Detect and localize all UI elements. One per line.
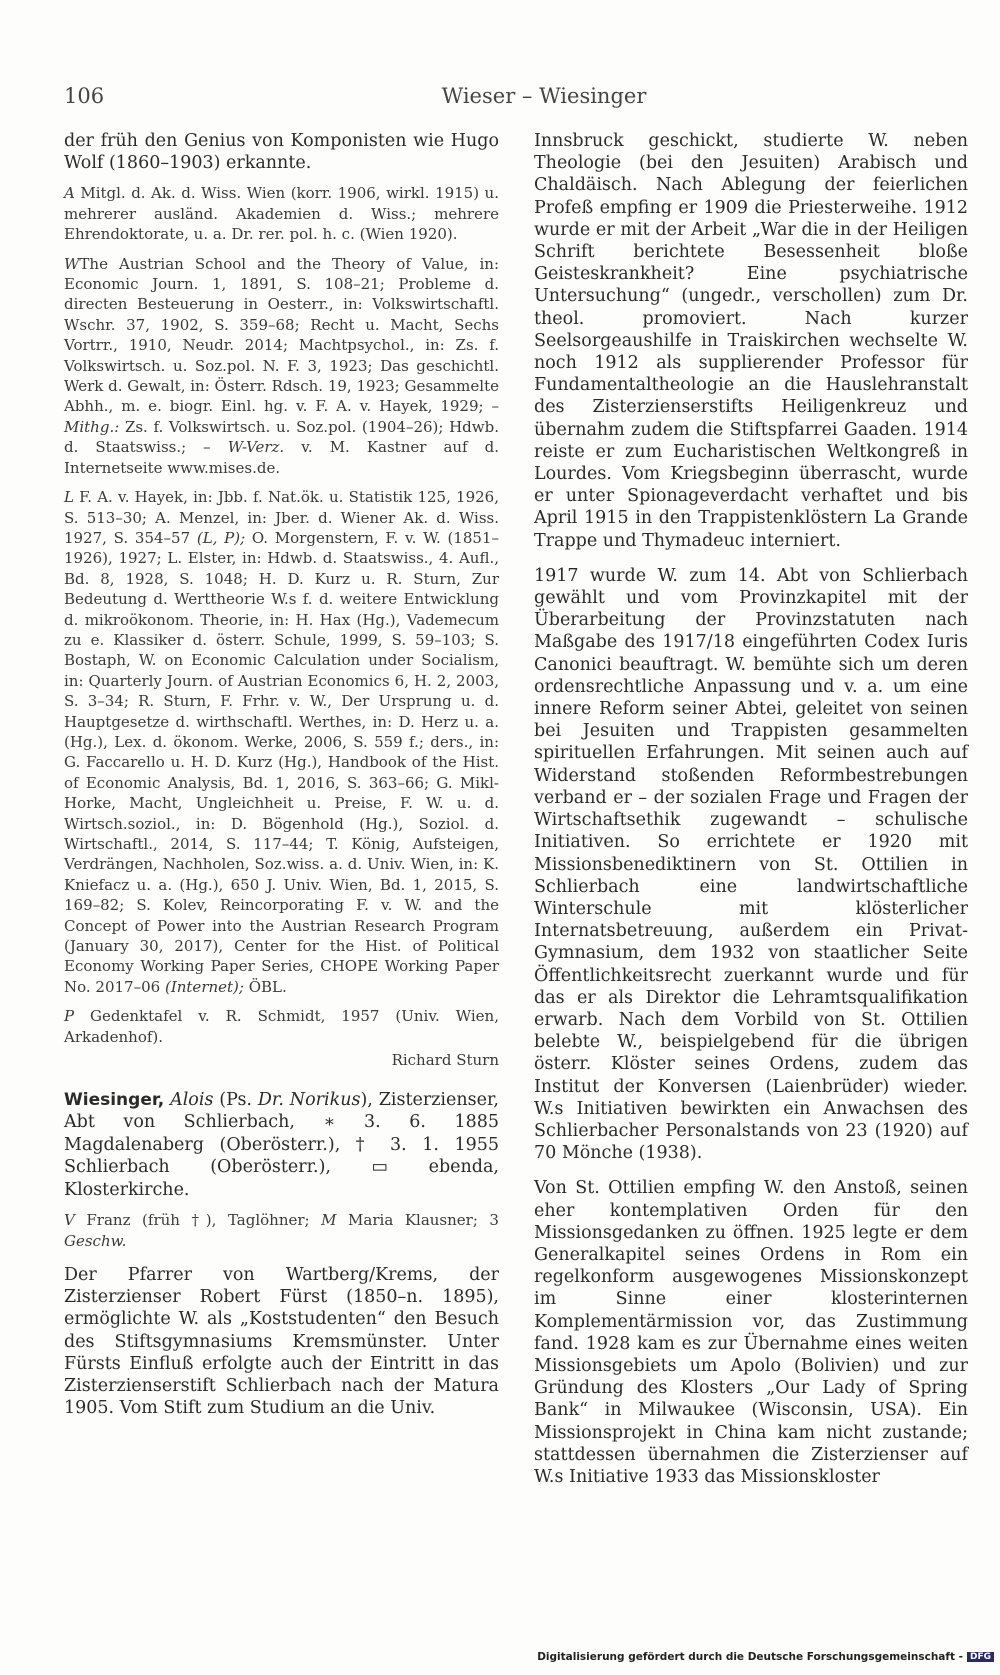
works-italic-1: Mithg.: <box>64 417 120 436</box>
portrait-text: Gedenktafel v. R. Schmidt, 1957 (Univ. Wien, Arkadenhof). <box>64 1007 499 1046</box>
biography-paragraph-4: Von St. Ottilien empfing W. den Anstoß, seinen eher kontemplativen Orden für den Missionsgedanken zu öffnen. 1925 legte er dem Generalkapitel seines Ordens in Rom ein regelkonform ausgewogenes Missionskonzept im Sinne einer klosterinternen Komplementärmission vor, das Zustimmung fand. 1928 kam es zur Übernahme eines weiten Missionsgebiets um Apolo (Bolivien) und zur Gründung des Klosters „Our Lady of Spring Bank“ in Milwaukee (Wisconsin, USA). Ein Missionsprojekt in China kam nicht zustande; stattdessen übernahmen die Zisterzienser auf W.s Initiative 1933 das Missionskloster <box>534 1178 968 1487</box>
page-number: 106 <box>64 84 105 108</box>
works-label: W <box>64 254 80 273</box>
portrait-section <box>64 1006 499 1047</box>
family-section <box>64 1210 499 1251</box>
awards-section <box>64 183 499 244</box>
works-text-2: Zs. f. Volkswirtsch. u. Soz.pol. (1904–26); Hdwb. d. Staatswiss.; – <box>64 417 499 457</box>
literature-label: L <box>64 488 74 507</box>
digitization-footer <box>520 1651 1000 1665</box>
works-section <box>64 254 499 478</box>
entry-pseudonym-prefix: (Ps. <box>213 1090 252 1111</box>
footer-text: Digitalisierung gefördert durch die Deutsche Forschungsgemeinschaft - <box>537 1651 963 1663</box>
works-italic-2: W-Verz. <box>210 438 285 457</box>
literature-text: F. A. v. Hayek, in: Jbb. f. Nat.ök. u. Statistik 125, 1926, S. 513–30; A. Menzel, in: Jber. d. Wiener Ak. d. Wiss. 1927, S. 354–57 <box>64 488 499 547</box>
literature-italic-1: (L, P); <box>190 528 246 547</box>
works-text: The Austrian School and the Theory of Value, in: Economic Journ. 1, 1891, S. 108–21; Probleme d. directen Besteuerung in Oesterr., in: Volkswirtschaftl. Wschr. 37, 1902, S. 359–68; Recht u. Macht, Sechs Vortrr., 1910, Neudr. 2014; Machtpsychol., in: Zs. f. Volkswirtsch. u. Soz.pol. N. F. 3, 1923; Das geschichtl. Werk d. Gewalt, in: Österr. Rdsch. 19, 1923; Gesammelte Abhh., m. e. biogr. Einl. hg. v. F. A. v. Hayek, 1929; – <box>64 254 499 416</box>
entry-details: ), Zisterzienser, Abt von Schlierbach, ∗ 3. 6. 1885 Magdalenaberg (Oberösterr.), † 3. 1. 1955 Schlierbach (Oberösterr.), ▭ ebenda, Klosterkirche. <box>64 1090 499 1200</box>
works-text-3: v. M. Kastner auf d. Internetseite www.mises.de. <box>64 438 499 477</box>
right-column <box>534 130 968 1488</box>
author-signature: Richard Sturn <box>391 1051 499 1070</box>
literature-italic-2: (Internet); <box>160 977 244 996</box>
entry-first-name: Alois <box>164 1090 214 1111</box>
literature-text-2: O. Morgenstern, F. v. W. (1851–1926), 1927; L. Elster, in: Hdwb. d. Staatswiss., 4. Aufl., Bd. 8, 1928, S. 1048; H. D. Kurz u. R. Sturn, Zur Bedeutung d. Werttheorie W.s f. d. weitere Entwicklung d. mikroökonom. Theorie, in: H. Hax (Hg.), Vademecum zu e. Klassiker d. österr. Schule, 1999, S. 59–103; S. Bostaph, W. on Economic Calculation under Socialism, in: Quarterly Journ. of Austrian Economics 6, H. 2, 2003, S. 3–34; R. Sturn, F. Frhr. v. W., Der Ursprung u. d. Hauptgesetze d. wirthschaftl. Werthes, in: D. Herz u. a. (Hg.), Lex. d. ökonom. Werke, 2006, S. 559 f.; ders., in: G. Faccarello u. H. D. Kurz (Hg.), Handbook of the Hist. of Economic Analysis, Bd. 1, 2016, S. 363–66; G. Mikl-Horke, Macht, Ungleichheit u. Preise, F. W. u. d. Wirtsch.soziol., in: D. Bögenhold (Hg.), Soziol. d. Wirtschaftl., 2014, S. 117–44; T. König, Aufsteigen, Verdrängen, Nachholen, Soz.wiss. a. d. Univ. Wien, in: K. Kniefacz u. a. (Hg.), 650 J. Univ. Wien, Bd. 1, 2015, S. 169–82; S. Kolev, Reincorporating F. v. W. and the Concept of Power into the Austrian Research Program (January 30, 2017), Center for the Hist. of Political Economy Working Paper Series, CHOPE Working Paper No. 2017–06 <box>64 528 499 996</box>
dfg-logo-icon: DFG <box>967 1652 994 1662</box>
awards-label: A <box>64 184 75 203</box>
father-label: V <box>64 1211 75 1230</box>
literature-section <box>64 487 499 997</box>
mother-label: M <box>309 1211 337 1230</box>
running-title: Wieser – Wiesinger <box>441 84 647 108</box>
biography-paragraph-2: Innsbruck geschickt, studierte W. neben Theologie (bei den Jesuiten) Arabisch und Chaldäisch. Nach Ablegung der feierlichen Profeß empfing er 1909 die Priesterweihe. 1912 wurde er mit der Arbeit „War die in der Heiligen Schrift berichtete Besessenheit bloße Geisteskrankheit? Eine psychiatrische Untersuchung“ (ungedr., verschollen) zum Dr. theol. promoviert. Nach kurzer Seelsorgeaushilfe in Traiskirchen wechselte W. noch 1912 als supplierender Professor für Fundamentaltheologie an die Hauslehranstalt des Zisterzienserstifts Heiligenkreuz und übernahm zudem die Stiftspfarrei Gaaden. 1914 reiste er zum Eucharistischen Weltkongreß in Lourdes. Vom Kriegsbeginn überrascht, wurde er unter Spionageverdacht verhaftet und bis April 1915 in den Trappistenklöstern La Grande Trappe und Thymadeuc interniert. <box>534 131 968 551</box>
intro-paragraph: der früh den Genius von Komponisten wie Hugo Wolf (1860–1903) erkannte. <box>64 131 499 174</box>
mother-text: Maria Klausner; 3 <box>336 1211 499 1230</box>
left-column <box>64 130 499 1419</box>
literature-text-3: ÖBL. <box>243 977 287 996</box>
page-header <box>64 84 944 112</box>
biography-paragraph-3: 1917 wurde W. zum 14. Abt von Schlierbach gewählt und vom Provinzkapitel mit der Überarbeitung der Provinzstatuten nach Maßgabe des 1917/18 eingeführten Codex Iuris Canonici beauftragt. W. bemühte sich um deren ordensrechtliche Anpassung und v. a. um eine innere Reform seiner Abtei, geleitet von seinen bei Jesuiten und Trappisten gesammelten spirituellen Erfahrungen. Mit seinen auch auf Widerstand stoßenden Reformbestrebungen verband er – der sozialen Frage und Fragen der Wirtschaftsethik zugewandt – schulische Initiativen. So errichtete er 1920 mit Missionsbenediktinern von St. Ottilien in Schlierbach eine landwirtschaftliche Winterschule mit klösterlicher Internatsbetreuung, außerdem ein Privat-Gymnasium, dem 1932 von staatlicher Seite Öffentlichkeitsrecht zuerkannt wurde und für das er als Direktor die Lehramtsqualifikation erwarb. Nach dem Vorbild von St. Ottilien belebte W., beispielgebend für die übrigen österr. Klöster seines Ordens, zudem das Institut der Konversen (Laienbrüder) wieder. W.s Initiativen bewirkten ein Anwachsen des Schlierbacher Personalstands von 23 (1920) auf 70 Mönche (1938). <box>534 565 968 1164</box>
entry-pseudonym: Dr. Norikus <box>252 1090 361 1111</box>
siblings-text: Geschw. <box>64 1231 127 1250</box>
biography-paragraph-1: Der Pfarrer von Wartberg/Krems, der Zisterzienser Robert Fürst (1850–n. 1895), ermöglichte W. als „Koststudenten“ den Besuch des Stiftsgymnasiums Kremsmünster. Unter Fürsts Einfluß erfolgte auch der Eintritt in das Zisterzienserstift Schlierbach nach der Matura 1905. Vom Stift zum Studium an die Univ. <box>64 1264 499 1419</box>
portrait-label: P <box>64 1007 75 1026</box>
entry-name: Wiesinger, <box>64 1090 165 1111</box>
father-text: Franz (früh †), Taglöhner; <box>74 1211 310 1230</box>
awards-text: Mitgl. d. Ak. d. Wiss. Wien (korr. 1906, wirkl. 1915) u. mehrerer ausländ. Akademien d. Wiss.; mehrere Ehrendoktorate, u. a. Dr. rer. pol. h. c. (Wien 1920). <box>64 184 499 244</box>
entry-heading <box>64 1089 499 1201</box>
